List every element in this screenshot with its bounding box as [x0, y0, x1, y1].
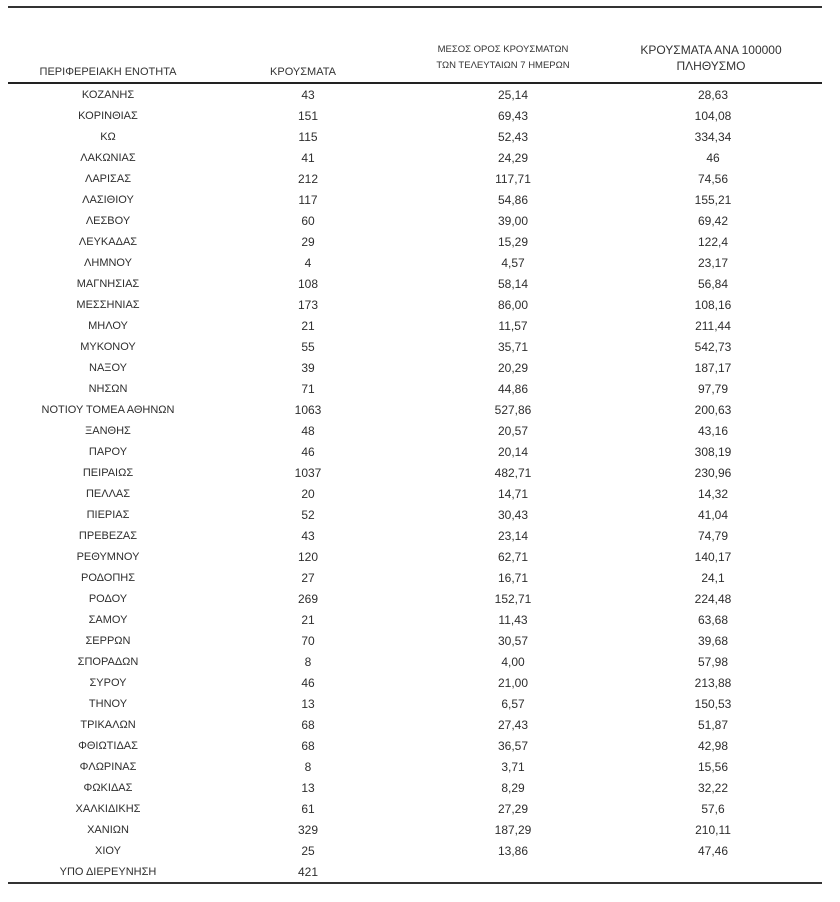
- cell-region: ΡΟΔΟΠΗΣ: [80, 572, 136, 584]
- cell-region: ΝΗΣΩΝ: [88, 383, 128, 395]
- cell-cases: 52: [301, 508, 315, 522]
- cell-seven-day-average: 14,71: [497, 487, 529, 501]
- cell-region: ΧΙΟΥ: [95, 845, 121, 857]
- cell-cases-per-100k: 108,16: [694, 298, 732, 312]
- cell-region: ΠΑΡΟΥ: [88, 446, 128, 458]
- cell-region: ΛΕΥΚΑΔΑΣ: [78, 236, 138, 248]
- cell-cases-per-100k: 140,17: [694, 550, 732, 564]
- table-row: [8, 379, 822, 400]
- cell-cases: 269: [297, 592, 319, 606]
- table-row: [8, 736, 822, 757]
- table-row: [8, 358, 822, 379]
- header-per100k-line2: ΠΛΗΘΥΣΜΟ: [676, 59, 746, 73]
- cell-seven-day-average: 4,00: [501, 655, 525, 669]
- table-row: [8, 547, 822, 568]
- table-row: [8, 631, 822, 652]
- table-row: [8, 421, 822, 442]
- cell-seven-day-average: 3,71: [501, 760, 525, 774]
- cell-cases: 61: [301, 802, 315, 816]
- cell-cases-per-100k: 39,68: [697, 634, 729, 648]
- cell-cases-per-100k: 14,32: [697, 487, 729, 501]
- table-row: [8, 778, 822, 799]
- cell-cases: 70: [301, 634, 315, 648]
- cell-region: ΜΗΛΟΥ: [88, 320, 128, 332]
- cell-seven-day-average: 11,43: [498, 613, 528, 627]
- cell-seven-day-average: 39,00: [497, 214, 529, 228]
- cell-seven-day-average: 117,71: [495, 172, 531, 186]
- cell-cases-per-100k: 24,1: [701, 571, 725, 585]
- table-row: [8, 190, 822, 211]
- cell-cases: 48: [301, 424, 315, 438]
- cell-cases: 21: [301, 319, 315, 333]
- cell-region: ΚΩ: [100, 131, 116, 143]
- table-row: [8, 757, 822, 778]
- table-row: [8, 127, 822, 148]
- table-row: [8, 862, 822, 883]
- cell-region: ΠΙΕΡΙΑΣ: [86, 509, 130, 521]
- cell-cases-per-100k: 150,53: [694, 697, 732, 711]
- cell-region: ΝΑΞΟΥ: [89, 362, 127, 374]
- cell-cases-per-100k: 104,08: [694, 109, 732, 123]
- cell-region: ΛΑΣΙΘΙΟΥ: [82, 194, 134, 206]
- cell-seven-day-average: 69,43: [497, 109, 529, 123]
- cell-region: ΦΛΩΡΙΝΑΣ: [79, 761, 137, 773]
- table-row: [8, 442, 822, 463]
- cell-cases-per-100k: 187,17: [694, 361, 732, 375]
- table-row: [8, 841, 822, 862]
- table-row: [8, 526, 822, 547]
- cell-cases-per-100k: 63,68: [697, 613, 729, 627]
- cell-cases: 43: [301, 88, 315, 102]
- cell-seven-day-average: 36,57: [497, 739, 529, 753]
- cell-seven-day-average: 527,86: [494, 403, 532, 417]
- cell-region: ΦΘΙΩΤΙΔΑΣ: [78, 740, 138, 752]
- cell-cases: 115: [298, 130, 318, 144]
- cell-seven-day-average: 20,14: [497, 445, 529, 459]
- cell-cases-per-100k: 74,56: [697, 172, 729, 186]
- cell-cases-per-100k: 69,42: [697, 214, 729, 228]
- cell-cases-per-100k: 122,4: [697, 235, 729, 249]
- cell-cases: 120: [297, 550, 319, 564]
- cell-cases: 117: [298, 193, 318, 207]
- cell-cases: 46: [301, 676, 315, 690]
- cell-cases-per-100k: 230,96: [694, 466, 732, 480]
- cell-region: ΚΟΡΙΝΘΙΑΣ: [78, 110, 138, 122]
- table-row: [8, 316, 822, 337]
- cell-region: ΛΑΚΩΝΙΑΣ: [80, 152, 136, 164]
- cell-cases: 68: [301, 739, 315, 753]
- cell-seven-day-average: 54,86: [497, 193, 529, 207]
- cell-region: ΛΕΣΒΟΥ: [85, 215, 131, 227]
- table-row: [8, 673, 822, 694]
- cell-seven-day-average: 187,29: [494, 823, 532, 837]
- cell-region: ΤΡΙΚΑΛΩΝ: [80, 719, 136, 731]
- cell-cases-per-100k: 224,48: [694, 592, 732, 606]
- cell-seven-day-average: 11,57: [498, 319, 528, 333]
- cell-cases: 43: [301, 529, 315, 543]
- cell-region: ΦΩΚΙΔΑΣ: [83, 782, 133, 794]
- cell-cases: 151: [297, 109, 319, 123]
- cell-seven-day-average: 35,71: [497, 340, 529, 354]
- cell-seven-day-average: 20,57: [497, 424, 529, 438]
- header-divider: [8, 82, 822, 84]
- cell-region: ΣΥΡΟΥ: [89, 677, 127, 689]
- cell-cases-per-100k: 43,16: [697, 424, 729, 438]
- table-row: [8, 799, 822, 820]
- cell-seven-day-average: 30,43: [497, 508, 529, 522]
- cell-cases-per-100k: 334,34: [694, 130, 732, 144]
- table-row: [8, 295, 822, 316]
- cell-seven-day-average: 21,00: [497, 676, 529, 690]
- cell-cases-per-100k: 200,63: [694, 403, 732, 417]
- cell-region: ΥΠΟ ΔΙΕΡΕΥΝΗΣΗ: [59, 866, 157, 878]
- cell-seven-day-average: 30,57: [497, 634, 529, 648]
- table-row: [8, 400, 822, 421]
- cell-cases-per-100k: 47,46: [697, 844, 729, 858]
- cell-region: ΧΑΛΚΙΔΙΚΗΣ: [75, 803, 141, 815]
- table-row: [8, 106, 822, 127]
- cell-cases: 29: [301, 235, 315, 249]
- cell-seven-day-average: 13,86: [497, 844, 529, 858]
- cell-cases: 71: [301, 382, 315, 396]
- cell-region: ΜΥΚΟΝΟΥ: [80, 341, 136, 353]
- cell-cases: 4: [304, 256, 312, 270]
- cell-cases: 25: [301, 844, 315, 858]
- header-avg-line1: ΜΕΣΟΣ ΟΡΟΣ ΚΡΟΥΣΜΑΤΩΝ: [437, 44, 569, 55]
- table-row: [8, 232, 822, 253]
- table-row: [8, 652, 822, 673]
- cell-seven-day-average: 8,29: [501, 781, 525, 795]
- cell-region: ΡΟΔΟΥ: [88, 593, 128, 605]
- cell-cases-per-100k: 155,21: [694, 193, 732, 207]
- cell-region: ΛΑΡΙΣΑΣ: [84, 173, 131, 185]
- cell-cases-per-100k: 32,22: [697, 781, 729, 795]
- cell-cases: 41: [301, 151, 315, 165]
- cell-region: ΡΕΘΥΜΝΟΥ: [76, 551, 140, 563]
- header-per100k-line1: ΚΡΟΥΣΜΑΤΑ ΑΝΑ 100000: [640, 43, 782, 57]
- cell-seven-day-average: 52,43: [497, 130, 529, 144]
- cell-cases: 46: [301, 445, 315, 459]
- cell-region: ΞΑΝΘΗΣ: [85, 425, 131, 437]
- table-row: [8, 610, 822, 631]
- table-row: [8, 589, 822, 610]
- table-row: [8, 169, 822, 190]
- cell-seven-day-average: 152,71: [494, 592, 532, 606]
- table-row: [8, 253, 822, 274]
- table-row: [8, 694, 822, 715]
- table-row: [8, 505, 822, 526]
- table-row: [8, 274, 822, 295]
- cell-cases-per-100k: 308,19: [694, 445, 732, 459]
- cell-cases: 13: [301, 781, 315, 795]
- cell-region: ΛΗΜΝΟΥ: [84, 257, 132, 269]
- cell-cases-per-100k: 56,84: [697, 277, 729, 291]
- cell-cases-per-100k: 57,6: [701, 802, 725, 816]
- cell-seven-day-average: 25,14: [497, 88, 529, 102]
- cell-cases: 212: [297, 172, 319, 186]
- cell-region: ΜΕΣΣΗΝΙΑΣ: [76, 299, 140, 311]
- table-row: [8, 820, 822, 841]
- table-row: [8, 463, 822, 484]
- cell-region: ΠΕΙΡΑΙΩΣ: [82, 467, 134, 479]
- cell-seven-day-average: 20,29: [497, 361, 529, 375]
- cell-cases: 8: [304, 655, 312, 669]
- cell-cases: 68: [301, 718, 315, 732]
- cell-seven-day-average: 58,14: [497, 277, 529, 291]
- top-border-line: [8, 6, 822, 8]
- cell-seven-day-average: 16,71: [497, 571, 529, 585]
- header-cases: ΚΡΟΥΣΜΑΤΑ: [270, 66, 336, 78]
- cell-cases: 39: [301, 361, 315, 375]
- cell-seven-day-average: 23,14: [497, 529, 529, 543]
- cell-region: ΤΗΝΟΥ: [88, 698, 128, 710]
- cell-region: ΝΟΤΙΟΥ ΤΟΜΕΑ ΑΘΗΝΩΝ: [41, 404, 175, 416]
- cell-seven-day-average: 6,57: [501, 697, 525, 711]
- cell-cases-per-100k: 41,04: [697, 508, 729, 522]
- cell-cases: 27: [301, 571, 315, 585]
- cell-region: ΧΑΝΙΩΝ: [87, 824, 129, 836]
- cell-seven-day-average: 27,43: [497, 718, 529, 732]
- cell-seven-day-average: 4,57: [501, 256, 525, 270]
- cell-cases-per-100k: 211,44: [695, 319, 731, 333]
- cell-cases: 21: [301, 613, 315, 627]
- table-row: [8, 484, 822, 505]
- cell-cases: 421: [297, 865, 319, 879]
- cell-cases: 329: [297, 823, 319, 837]
- table-row: [8, 211, 822, 232]
- cell-cases-per-100k: 97,79: [697, 382, 729, 396]
- cell-cases: 60: [301, 214, 315, 228]
- cell-cases-per-100k: 210,11: [695, 823, 731, 837]
- cell-cases: 173: [297, 298, 319, 312]
- table-row: [8, 85, 822, 106]
- cell-cases: 20: [301, 487, 315, 501]
- table-row: [8, 337, 822, 358]
- cell-seven-day-average: 86,00: [497, 298, 529, 312]
- table-header: [8, 38, 822, 82]
- header-avg-line2: ΤΩΝ ΤΕΛΕΥΤΑΙΩΝ 7 ΗΜΕΡΩΝ: [436, 60, 570, 71]
- cell-cases: 8: [304, 760, 312, 774]
- cell-cases: 1037: [294, 466, 322, 480]
- cell-region: ΠΡΕΒΕΖΑΣ: [78, 530, 138, 542]
- cell-region: ΣΕΡΡΩΝ: [85, 635, 131, 647]
- cell-cases-per-100k: 46: [706, 151, 720, 165]
- cell-cases-per-100k: 28,63: [697, 88, 729, 102]
- cell-cases: 55: [301, 340, 315, 354]
- cell-cases: 108: [297, 277, 319, 291]
- bottom-border-line: [8, 882, 822, 884]
- cell-cases-per-100k: 42,98: [697, 739, 729, 753]
- header-cases-per-100k: [606, 42, 816, 74]
- cell-cases-per-100k: 57,98: [697, 655, 729, 669]
- header-region: ΠΕΡΙΦΕΡΕΙΑΚΗ ΕΝΟΤΗΤΑ: [39, 66, 177, 78]
- cell-cases-per-100k: 74,79: [697, 529, 729, 543]
- cell-seven-day-average: 44,86: [497, 382, 529, 396]
- cell-seven-day-average: 27,29: [497, 802, 529, 816]
- cell-seven-day-average: 15,29: [497, 235, 529, 249]
- cell-cases: 1063: [294, 403, 322, 417]
- table-body: [8, 85, 822, 883]
- cell-seven-day-average: 62,71: [497, 550, 529, 564]
- cell-region: ΜΑΓΝΗΣΙΑΣ: [76, 278, 140, 290]
- cell-cases-per-100k: 542,73: [694, 340, 732, 354]
- cell-cases-per-100k: 23,17: [697, 256, 729, 270]
- cell-cases-per-100k: 15,56: [697, 760, 729, 774]
- cell-cases: 13: [301, 697, 315, 711]
- cell-seven-day-average: 24,29: [497, 151, 529, 165]
- cell-cases-per-100k: 213,88: [694, 676, 732, 690]
- cell-region: ΣΠΟΡΑΔΩΝ: [77, 656, 139, 668]
- cell-seven-day-average: 482,71: [494, 466, 532, 480]
- cell-region: ΚΟΖΑΝΗΣ: [81, 89, 135, 101]
- table-row: [8, 715, 822, 736]
- cell-region: ΠΕΛΛΑΣ: [85, 488, 131, 500]
- cell-cases-per-100k: 51,87: [697, 718, 729, 732]
- cell-region: ΣΑΜΟΥ: [88, 614, 128, 626]
- header-seven-day-average: [403, 42, 603, 74]
- table-row: [8, 568, 822, 589]
- table-row: [8, 148, 822, 169]
